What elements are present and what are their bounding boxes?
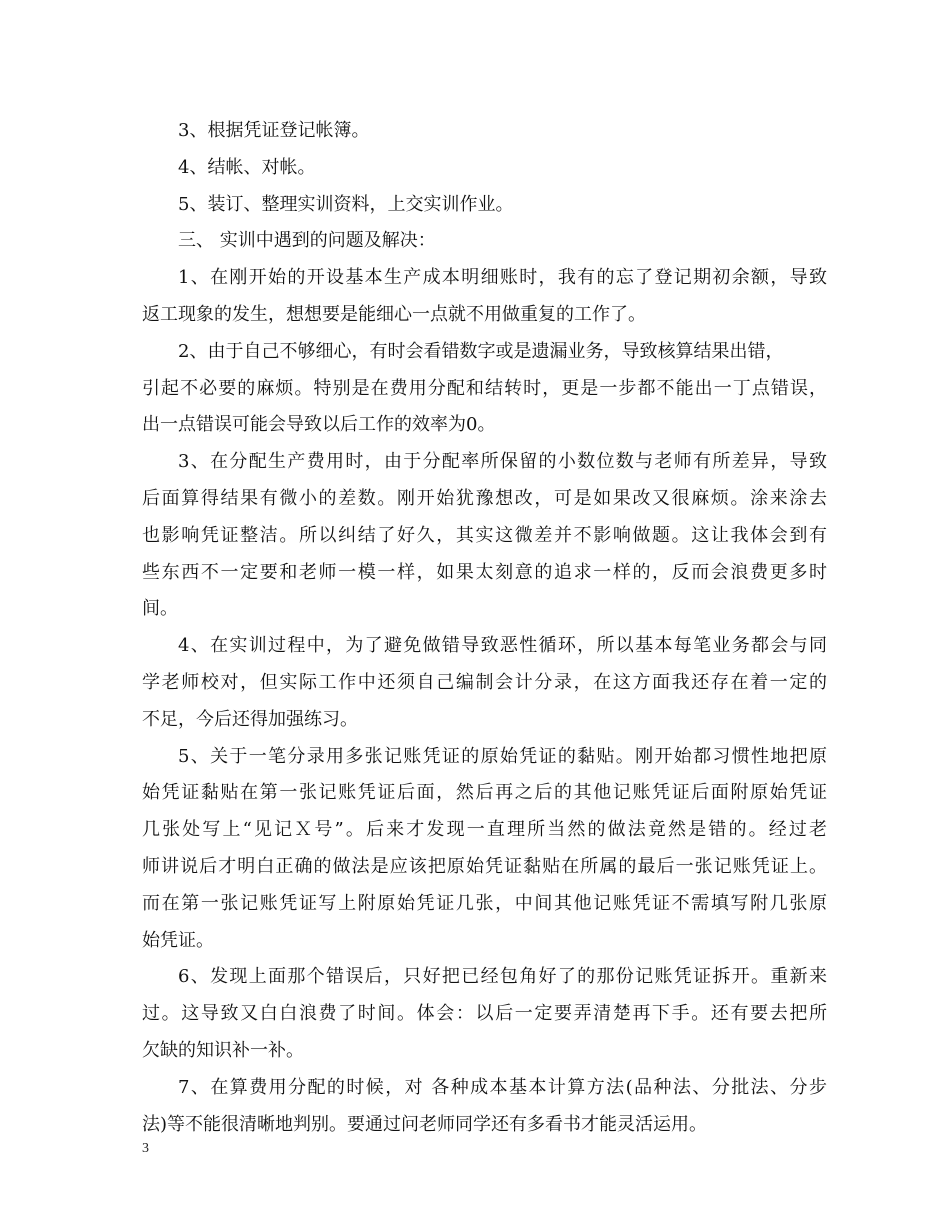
paragraph-6-line-2: 过。这导致又白白浪费了时间。体会：以后一定要弄清楚再下手。还有要去把所 (142, 1003, 827, 1025)
paragraph-3-line-1: 3、在分配生产费用时，由于分配率所保留的小数位数与老师有所差异，导致 (178, 451, 827, 473)
paragraph-3-line-4: 些东西不一定要和老师一模一样，如果太刻意的追求一样的，反而会浪费更多时 (142, 561, 827, 583)
paragraph-2-line-1: 2、由于自己不够细心，有时会看错数字或是遗漏业务，导致核算结果出错， (178, 340, 784, 362)
paragraph-3-line-5: 间。 (142, 598, 178, 620)
paragraph-5-line-6: 始凭证。 (142, 929, 214, 951)
paragraph-4-line-3: 不足，今后还得加强练习。 (142, 708, 358, 730)
paragraph-3-line-3: 也影响凭证整洁。所以纠结了好久，其实这微差并不影响做题。这让我体会到有 (142, 524, 827, 546)
paragraph-5-line-5: 而在第一张记账凭证写上附原始凭证几张，中间其他记账凭证不需填写附几张原 (142, 892, 827, 914)
paragraph-7-line-1: 7、在算费用分配的时候，对 各种成本基本计算方法(品种法、分批法、分步 (178, 1076, 827, 1098)
paragraph-1-line-2: 返工现象的发生，想想要是能细心一点就不用做重复的工作了。 (142, 303, 646, 325)
paragraph-1-line-1: 1、在刚开始的开设基本生产成本明细账时，我有的忘了登记期初余额，导致 (178, 267, 827, 289)
list-item-3: 3、根据凭证登记帐簿。 (178, 120, 370, 141)
paragraph-5-line-4: 师讲说后才明白正确的做法是应该把原始凭证黏贴在所属的最后一张记账凭证上。 (142, 855, 827, 877)
paragraph-3-line-2: 后面算得结果有微小的差数。刚开始犹豫想改，可是如果改又很麻烦。涂来涂去 (142, 487, 827, 509)
list-item-4: 4、结帐、对帐。 (178, 156, 316, 178)
paragraph-6-line-1: 6、发现上面那个错误后，只好把已经包角好了的那份记账凭证拆开。重新来 (178, 966, 827, 988)
paragraph-4-line-2: 学老师校对，但实际工作中还须自己编制会计分录，在这方面我还存在着一定的 (142, 671, 827, 693)
paragraph-4-line-1: 4、在实训过程中，为了避免做错导致恶性循环，所以基本每笔业务都会与同 (178, 635, 827, 657)
paragraph-7-line-2: 法)等不能很清晰地判别。要通过问老师同学还有多看书才能灵活运用。 (142, 1113, 708, 1135)
paragraph-5-line-2: 始凭证黏贴在第一张记账凭证后面，然后再之后的其他记账凭证后面附原始凭证 (142, 782, 827, 804)
paragraph-5-line-1: 5、关于一笔分录用多张记账凭证的原始凭证的黏贴。刚开始都习惯性地把原 (178, 745, 827, 767)
paragraph-5-line-3: 几张处写上“见记Ｘ号”。后来才发现一直理所当然的做法竟然是错的。经过老 (142, 819, 827, 841)
section-heading: 三、 实训中遇到的问题及解决： (178, 230, 436, 252)
list-item-5: 5、装订、整理实训资料，上交实训作业。 (178, 193, 514, 215)
paragraph-2-line-3: 出一点错误可能会导致以后工作的效率为0。 (142, 414, 496, 436)
paragraph-2-line-2: 引起不必要的麻烦。特别是在费用分配和结转时，更是一步都不能出一丁点错误， (142, 377, 827, 399)
paragraph-6-line-3: 欠缺的知识补一补。 (142, 1039, 304, 1061)
document-body (142, 113, 827, 1143)
page-number: 3 (142, 1141, 149, 1156)
